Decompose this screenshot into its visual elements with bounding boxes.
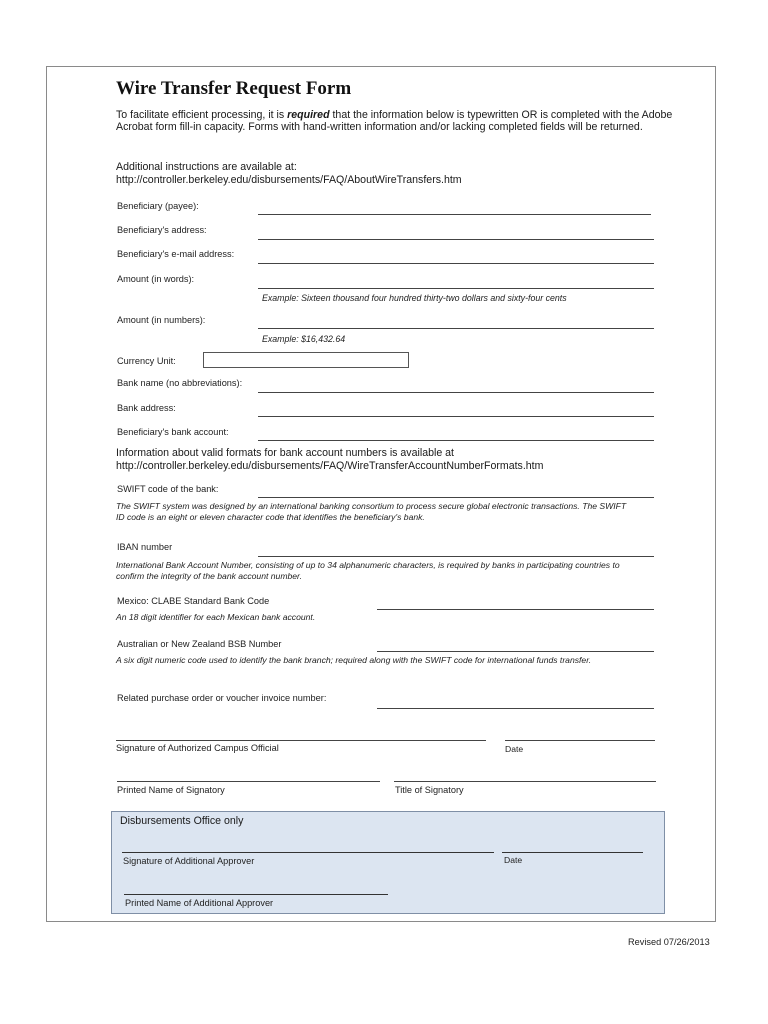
bank-name-input[interactable] (258, 392, 654, 393)
amount-numbers-label: Amount (in numbers): (117, 315, 206, 325)
swift-label: SWIFT code of the bank: (117, 484, 219, 494)
instructions-text: Additional instructions are available at: (116, 161, 297, 173)
printed-name-label: Printed Name of Signatory (117, 785, 225, 795)
po-input[interactable] (377, 708, 654, 709)
form-title: Wire Transfer Request Form (116, 78, 352, 99)
beneficiary-email-label: Beneficiary's e-mail address: (117, 249, 235, 259)
intro-text-end: that the information below is typewritten OR is completed with the Adobe Acrobat form fill-in capacity. Forms with hand-written information and/or lacking completed fields will be returned. (116, 109, 673, 133)
amount-words-label: Amount (in words): (117, 274, 195, 284)
bank-address-label: Bank address: (117, 403, 176, 413)
intro-text-start: To facilitate efficient processing, it is (116, 109, 288, 121)
official-signature-line[interactable] (116, 740, 486, 741)
amount-words-example: Example: Sixteen thousand four hundred thirty-two dollars and sixty-four cents (262, 293, 567, 303)
swift-description: The SWIFT system was designed by an international banking consortium to process secure global electronic transactions. The SWIFT ID code is an eight or eleven character code that identifies the beneficiary's bank. (116, 501, 627, 522)
clabe-description: An 18 digit identifier for each Mexican bank account. (116, 612, 316, 622)
bank-account-label: Beneficiary's bank account: (117, 427, 229, 437)
approver-date-label: Date (504, 855, 523, 865)
amount-numbers-input[interactable] (258, 328, 654, 329)
beneficiary-address-input[interactable] (258, 239, 654, 240)
official-date-label: Date (505, 744, 524, 754)
bank-address-input[interactable] (258, 416, 654, 417)
account-format-link[interactable]: http://controller.berkeley.edu/disbursements/FAQ/WireTransferAccountNumberFormats.htm (116, 459, 544, 472)
bsb-description: A six digit numeric code used to identify the bank branch; required along with the SWIFT code for international funds transfer. (116, 655, 592, 665)
po-label: Related purchase order or voucher invoice number: (117, 693, 327, 703)
approver-name-label: Printed Name of Additional Approver (125, 898, 274, 908)
signatory-title-label: Title of Signatory (395, 785, 464, 795)
account-format-text: Information about valid formats for bank account numbers is available at (116, 447, 455, 459)
printed-name-line[interactable] (117, 781, 380, 782)
iban-description: International Bank Account Number, consisting of up to 34 alphanumeric characters, is required by banks in participating countries to confirm the integrity of the bank account number. (116, 560, 620, 581)
account-format-note (116, 447, 676, 472)
swift-input[interactable] (258, 497, 654, 498)
bsb-input[interactable] (377, 651, 654, 652)
clabe-label: Mexico: CLABE Standard Bank Code (117, 596, 270, 606)
approver-date-line[interactable] (502, 852, 643, 853)
beneficiary-address-label: Beneficiary's address: (117, 225, 207, 235)
currency-unit-input[interactable] (203, 352, 409, 368)
instructions-block (116, 161, 676, 186)
official-date-line[interactable] (505, 740, 655, 741)
iban-input[interactable] (258, 556, 654, 557)
beneficiary-email-input[interactable] (258, 263, 654, 264)
intro-paragraph (116, 109, 676, 133)
amount-numbers-example: Example: $16,432.64 (262, 334, 346, 344)
official-signature-label: Signature of Authorized Campus Official (116, 743, 279, 753)
signatory-title-line[interactable] (394, 781, 656, 782)
amount-words-input[interactable] (258, 288, 654, 289)
approver-name-line[interactable] (124, 894, 388, 895)
disbursements-heading: Disbursements Office only (120, 815, 244, 827)
approver-signature-label: Signature of Additional Approver (123, 856, 255, 866)
revision-date: Revised 07/26/2013 (628, 937, 710, 947)
clabe-input[interactable] (377, 609, 654, 610)
beneficiary-label: Beneficiary (payee): (117, 201, 199, 211)
iban-label: IBAN number (117, 542, 173, 552)
instructions-link[interactable]: http://controller.berkeley.edu/disbursements/FAQ/AboutWireTransfers.htm (116, 173, 462, 186)
bsb-label: Australian or New Zealand BSB Number (117, 639, 282, 649)
intro-emphasis: required (287, 109, 330, 121)
approver-signature-line[interactable] (122, 852, 494, 853)
bank-account-input[interactable] (258, 440, 654, 441)
currency-unit-label: Currency Unit: (117, 356, 176, 366)
beneficiary-input[interactable] (258, 214, 651, 215)
bank-name-label: Bank name (no abbreviations): (117, 378, 243, 388)
